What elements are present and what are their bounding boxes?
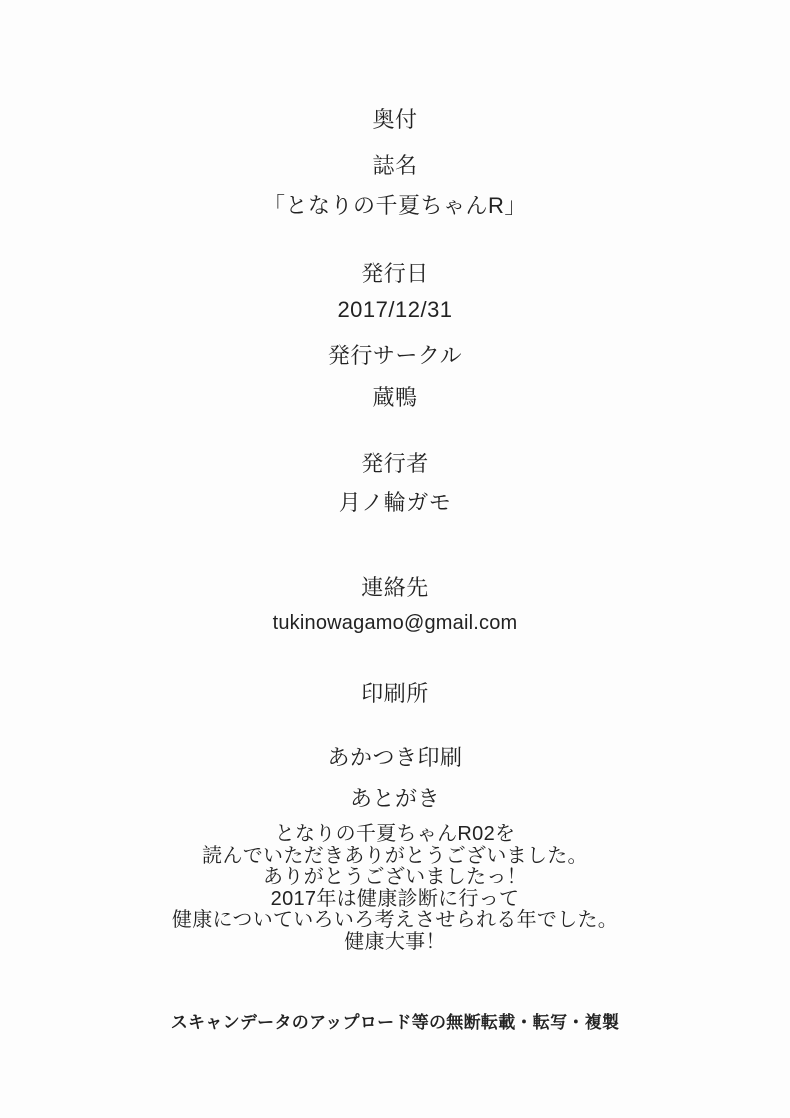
publication-date: 2017/12/31 [337, 297, 453, 322]
printer-name: あかつき印刷 [327, 745, 463, 770]
afterword-line: 健康大事！ [344, 930, 446, 953]
afterword-paragraph [0, 824, 790, 953]
publisher-label: 発行者 [361, 451, 429, 476]
contact-label: 連絡先 [361, 575, 429, 600]
colophon-heading: 奥付 [372, 107, 418, 132]
contact-email: tukinowagamo@gmail.com [272, 612, 518, 634]
book-title: 「となりの千夏ちゃんR」 [263, 193, 527, 218]
circle-label: 発行サークル [327, 343, 463, 368]
afterword-line: ありがとうございましたっ！ [263, 866, 527, 888]
afterword-label: あとがき [349, 786, 440, 811]
afterword-line: 読んでいただきありがとうございました。 [202, 844, 588, 867]
afterword-line: 2017年は健康診断に行って [270, 887, 520, 910]
afterword-line: となりの千夏ちゃんR02を [274, 823, 516, 845]
circle-name: 蔵鴨 [372, 385, 418, 410]
publisher-name: 月ノ輪ガモ [338, 490, 452, 515]
afterword-line: 健康についていろいろ考えさせられる年でした。 [171, 909, 619, 931]
unauthorized-reproduction-warning: スキャンデータのアップロード等の無断転載・転写・複製 [170, 1013, 620, 1032]
printer-label: 印刷所 [361, 681, 429, 706]
title-label: 誌名 [372, 153, 418, 178]
publication-date-label: 発行日 [361, 261, 429, 286]
